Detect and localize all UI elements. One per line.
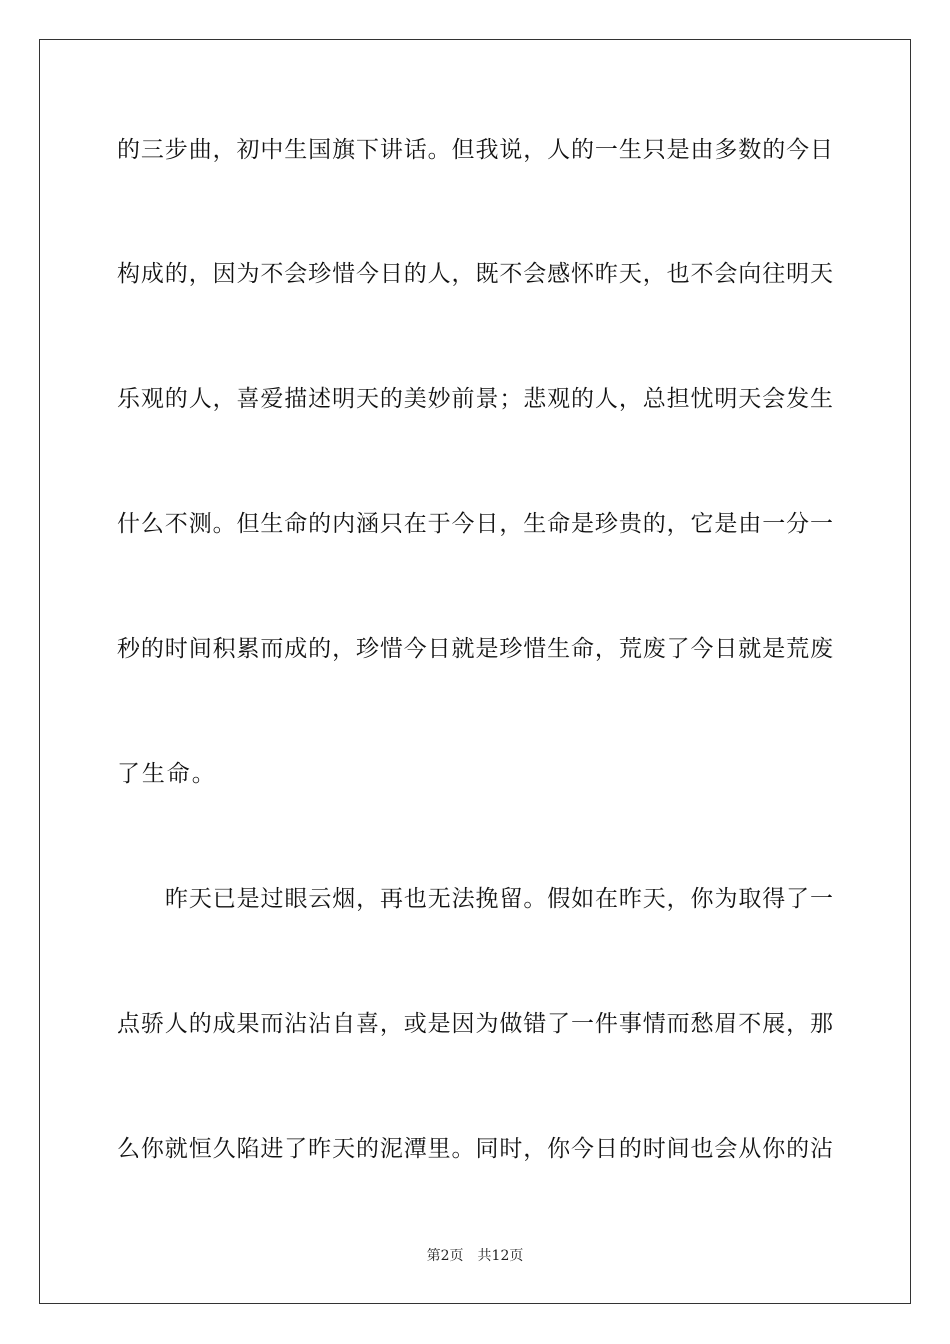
paragraph-first-line: 昨天已是过眼云烟，再也无法挽留。假如在昨天，你为取得了一 [165,886,833,912]
text-line: 乐观的人，喜爱描述明天的美妙前景；悲观的人，总担忧明天会发生 [117,386,833,412]
total-pages: 共12页 [477,1248,524,1264]
text-line: 么你就恒久陷进了昨天的泥潭里。同时，你今日的时间也会从你的沾 [117,1136,833,1162]
page-footer [0,1247,950,1265]
text-line: 构成的，因为不会珍惜今日的人，既不会感怀昨天，也不会向往明天 [117,261,833,287]
page-number: 第2页 [426,1248,464,1264]
text-line: 秒的时间积累而成的，珍惜今日就是珍惜生命，荒废了今日就是荒废 [117,636,833,662]
page-frame [39,39,911,1304]
text-line: 什么不测。但生命的内涵只在于今日，生命是珍贵的，它是由一分一 [117,511,833,537]
text-line: 的三步曲，初中生国旗下讲话。但我说，人的一生只是由多数的今日 [117,137,833,163]
text-line: 了生命。 [117,761,217,787]
text-line: 点骄人的成果而沾沾自喜，或是因为做错了一件事情而愁眉不展，那 [117,1011,833,1037]
